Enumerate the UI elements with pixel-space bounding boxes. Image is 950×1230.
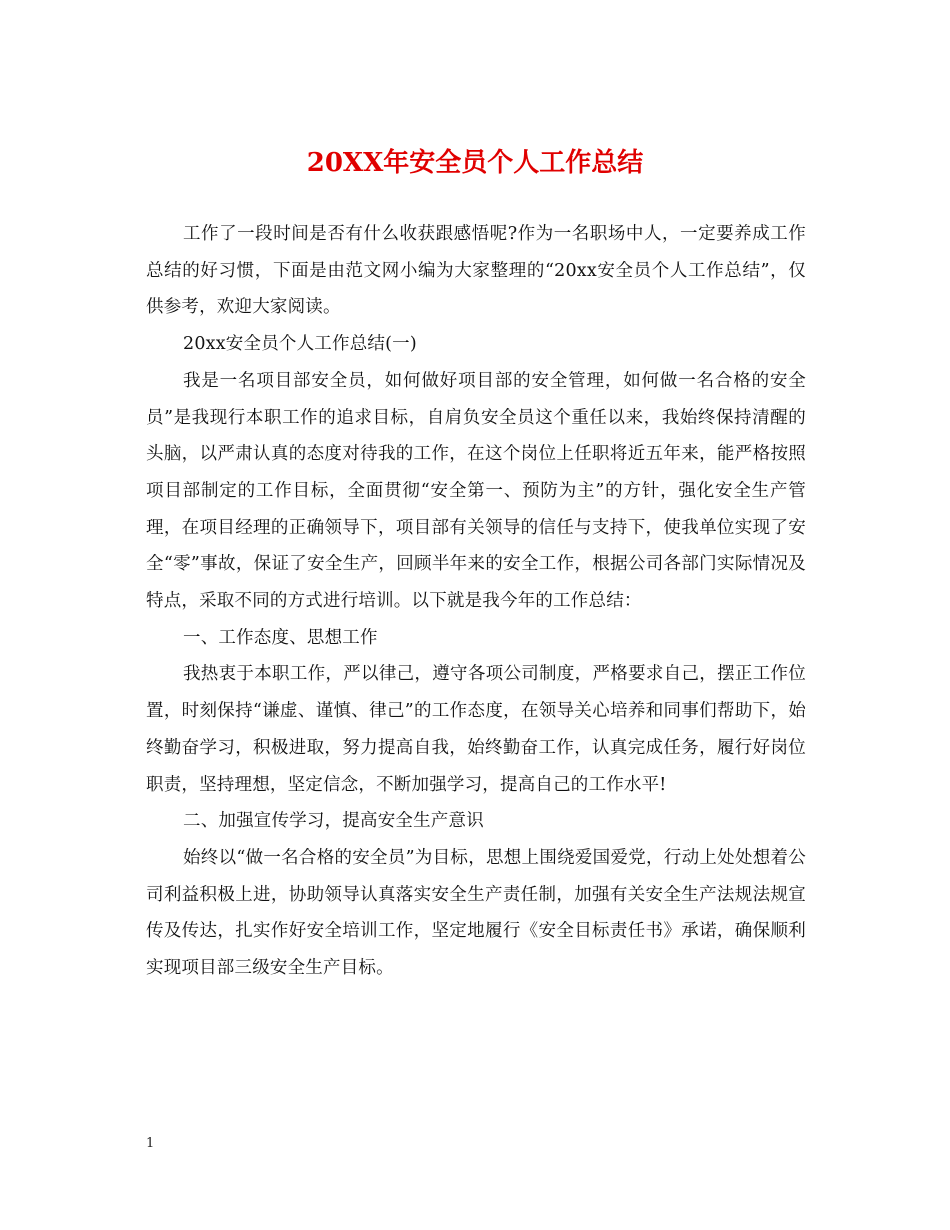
body-paragraph: 我热衷于本职工作，严以律己，遵守各项公司制度，严格要求自己，摆正工作位置，时刻保持“谦虚、谨慎、律己”的工作态度，在领导关心培养和同事们帮助下，始终勤奋学习，积极进取，努力提高自我，始终勤奋工作，认真完成任务，履行好岗位职责，坚持理想，坚定信念，不断加强学习，提高自己的工作水平!: [146, 664, 806, 795]
section-heading-publicity: 二、加强宣传学习，提高安全生产意识: [183, 811, 484, 832]
intro-paragraph: 工作了一段时间是否有什么收获跟感悟呢?作为一名职场中人，一定要养成工作总结的好习惯，下面是由范文网小编为大家整理的“20xx安全员个人工作总结”，仅供参考，欢迎大家阅读。: [146, 224, 806, 318]
page-number: 1: [146, 1136, 155, 1151]
body-paragraph: 我是一名项目部安全员，如何做好项目部的安全管理，如何做一名合格的安全员”是我现行本职工作的追求目标，自肩负安全员这个重任以来，我始终保持清醒的头脑，以严肃认真的态度对待我的工作，在这个岗位上任职将近五年来，能严格按照项目部制定的工作目标，全面贯彻“安全第一、预防为主”的方针，强化安全生产管理，在项目经理的正确领导下，项目部有关领导的信任与支持下，使我单位实现了安全“零”事故，保证了安全生产，回顾半年来的安全工作，根据公司各部门实际情况及特点，采取不同的方式进行培训。以下就是我今年的工作总结：: [146, 370, 806, 612]
document-title: 20XX年安全员个人工作总结: [306, 148, 644, 178]
body-paragraph: 始终以“做一名合格的安全员”为目标，思想上围绕爱国爱党，行动上处处想着公司利益积极上进，协助领导认真落实安全生产责任制，加强有关安全生产法规法规宣传及传达，扎实作好安全培训工作，坚定地履行《安全目标责任书》承诺，确保顺利实现项目部三级安全生产目标。: [146, 847, 806, 979]
section-heading-attitude: 一、工作态度、思想工作: [183, 627, 378, 648]
section-heading-part-one: 20xx安全员个人工作总结(一): [183, 334, 417, 355]
document-body: [146, 216, 806, 987]
